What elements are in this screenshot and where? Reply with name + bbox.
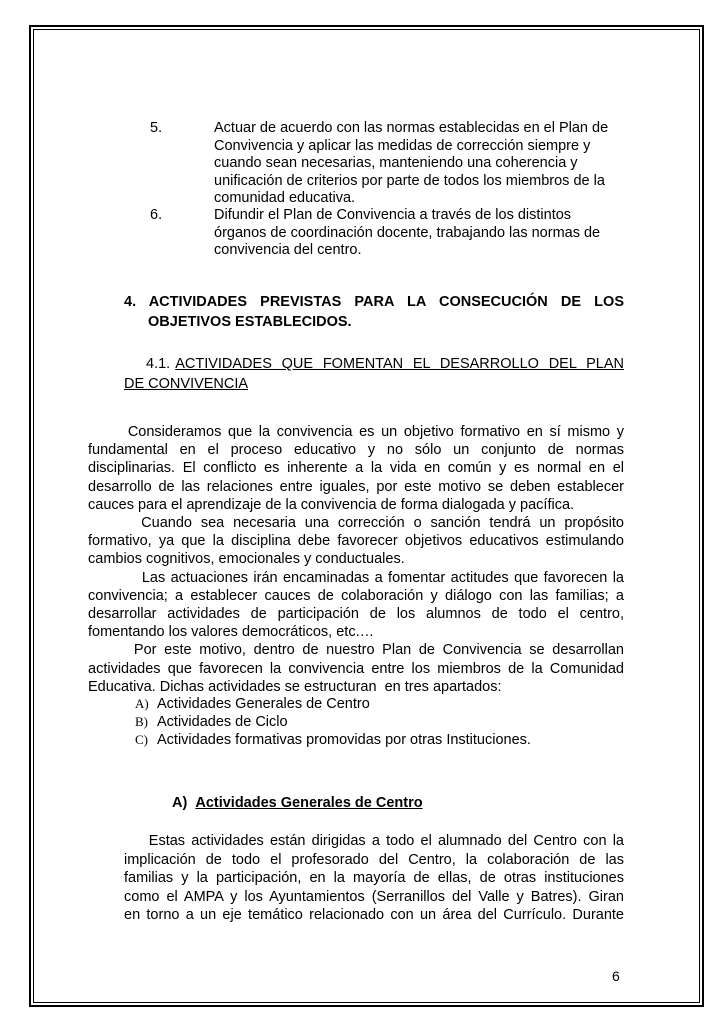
body-line: cauces para el aprendizaje de la convivencia de forma dialogada y pacífica. (88, 496, 575, 513)
objective-number: 6. (150, 207, 163, 223)
body-line: cambios cognitivos, emocionales y conductuales. (88, 551, 405, 568)
section-heading-line: OBJETIVOS ESTABLECIDOS. (148, 314, 352, 330)
objective-text (214, 207, 614, 260)
body-line: Consideramos que la convivencia es un objetivo formativo en sí mismo y (88, 424, 624, 440)
section-heading (124, 292, 624, 332)
body-line: desarrollar actividades de participación de los alumnos de todo el centro, (88, 606, 624, 623)
body-line: desarrollo de las relaciones entre iguales, por este motivo se deben establecer (88, 478, 624, 495)
objective-line: Convivencia y aplicar las medidas de corrección siempre y (214, 137, 591, 154)
body-line: Las actuaciones irán encaminadas a fomentar actitudes que favorecen la (88, 569, 624, 586)
objective-line: órganos de coordinación docente, trabajando las normas de (214, 224, 601, 241)
list-item (135, 695, 370, 713)
subsection-heading (124, 354, 624, 394)
objective-line: Difundir el Plan de Convivencia a través de los distintos (214, 207, 572, 223)
objective-number: 5. (150, 120, 163, 136)
body-line: Educativa. Dichas actividades se estructuran en tres apartados: (88, 678, 502, 695)
page-number: 6 (612, 968, 620, 984)
body-line: Por este motivo, dentro de nuestro Plan de Convivencia se desarrollan (88, 642, 624, 659)
list-letter: C) (135, 732, 148, 747)
list-letter: B) (135, 714, 148, 729)
body-line: actividades que favorecen la convivencia entre los miembros de la Comunidad (88, 660, 624, 677)
subsection-a-letter: A) (172, 795, 188, 811)
list-text: Actividades de Ciclo (157, 714, 288, 730)
body-line: implicación de todo el profesorado del Centro, la colaboración de las (124, 851, 624, 868)
list-item (135, 731, 531, 749)
body-line: convivencia; a establecer cauces de colaboración y diálogo con las familias; a (88, 587, 624, 604)
list-text: Actividades Generales de Centro (157, 696, 370, 712)
body-line: disciplinarias. El conflicto es inherente a la vida en común y es normal en el (88, 460, 624, 477)
body-line: formativo, ya que la disciplina debe favorecer objetivos educativos estimulando (88, 533, 624, 550)
subsection-number: 4.1. (146, 356, 171, 372)
final-paragraph (124, 832, 624, 925)
section-heading-line: 4. ACTIVIDADES PREVISTAS PARA LA CONSECUCIÓN DE LOS (124, 294, 624, 310)
objective-text (214, 120, 614, 208)
body-line: fomentando los valores democráticos, etc.… (88, 624, 375, 641)
body-line: en torno a un eje temático relacionado con un área del Currículo. Durante (124, 907, 624, 923)
list-item (135, 713, 288, 731)
objective-line: convivencia del centro. (214, 242, 362, 258)
subsection-a-title: Actividades Generales de Centro (195, 795, 423, 811)
list-text: Actividades formativas promovidas por otras Instituciones. (157, 732, 531, 748)
body-line: fundamental en el proceso educativo y no sólo un conjunto de normas (88, 442, 624, 459)
subsection-a-heading (172, 795, 423, 813)
body-line: como el AMPA y los Ayuntamientos (Serranillos del Valle y Batres). Giran (124, 888, 624, 905)
objective-line: unificación de criterios por parte de todos los miembros de la (214, 172, 605, 189)
body-text (88, 423, 624, 696)
objective-line: comunidad educativa. (214, 190, 356, 206)
objective-line: cuando sean necesarias, manteniendo una coherencia y (214, 155, 578, 171)
subsection-title-line: ACTIVIDADES QUE FOMENTAN EL DESARROLLO DEL PLAN (175, 356, 624, 372)
objective-line: Actuar de acuerdo con las normas establecidas en el Plan de (214, 120, 609, 136)
body-line: familias y la participación, en la mayoría de ellas, de otras instituciones (124, 870, 624, 886)
body-line: Estas actividades están dirigidas a todo el alumnado del Centro con la (124, 833, 624, 849)
subsection-title-line: DE CONVIVENCIA (124, 376, 249, 392)
list-letter: A) (135, 696, 149, 711)
body-line: Cuando sea necesaria una corrección o sanción tendrá un propósito (88, 515, 624, 532)
